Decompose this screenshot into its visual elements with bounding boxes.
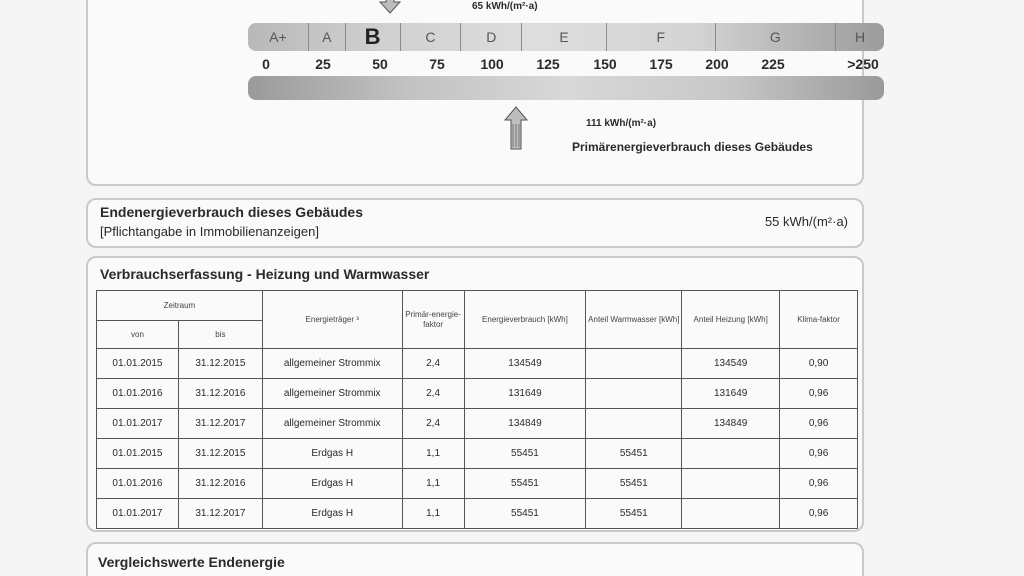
cell-von: 01.01.2017	[97, 499, 179, 529]
header-bis: bis	[178, 321, 262, 349]
tick-label: 225	[761, 56, 785, 72]
energy-gradient-bar	[248, 76, 884, 100]
header-klimafaktor: Klima-faktor	[780, 291, 858, 349]
header-anteil-warmwasser: Anteil Warmwasser [kWh]	[586, 291, 682, 349]
cell-klima: 0,90	[780, 349, 858, 379]
cell-von: 01.01.2016	[97, 469, 179, 499]
cell-warmwasser: 55451	[586, 499, 682, 529]
cell-verbrauch: 134849	[464, 409, 586, 439]
cell-bis: 31.12.2015	[178, 439, 262, 469]
cell-von: 01.01.2015	[97, 439, 179, 469]
cell-faktor: 1,1	[402, 469, 464, 499]
arrow-down-icon	[378, 0, 402, 14]
cell-warmwasser	[586, 409, 682, 439]
class-label: E	[521, 23, 606, 51]
cell-bis: 31.12.2016	[178, 469, 262, 499]
final-energy-title: Endenergieverbrauch dieses Gebäudes	[100, 204, 363, 220]
consumption-title: Verbrauchserfassung - Heizung und Warmwasser	[100, 266, 430, 282]
final-energy-subtitle: [Pflichtangabe in Immobilienanzeigen]	[100, 224, 319, 239]
table-row	[97, 499, 858, 529]
final-energy-value: 55 kWh/(m²·a)	[764, 214, 848, 229]
cell-warmwasser	[586, 379, 682, 409]
header-energieverbrauch: Energieverbrauch [kWh]	[464, 291, 586, 349]
cell-heizung	[682, 469, 780, 499]
cell-faktor: 2,4	[402, 349, 464, 379]
cell-verbrauch: 55451	[464, 469, 586, 499]
table-row	[97, 409, 858, 439]
energy-class-bar	[248, 23, 884, 51]
cell-traeger: allgemeiner Strommix	[262, 379, 402, 409]
cell-verbrauch: 55451	[464, 499, 586, 529]
table-row	[97, 349, 858, 379]
tick-label: 150	[593, 56, 617, 72]
cell-klima: 0,96	[780, 469, 858, 499]
cell-klima: 0,96	[780, 439, 858, 469]
class-label: H	[835, 23, 884, 51]
header-von: von	[97, 321, 179, 349]
tick-label: 25	[315, 56, 331, 72]
tick-label: 75	[429, 56, 445, 72]
tick-label: 50	[372, 56, 388, 72]
class-label: B	[345, 23, 400, 51]
tick-label: 200	[705, 56, 729, 72]
cell-traeger: Erdgas H	[262, 499, 402, 529]
cell-verbrauch: 134549	[464, 349, 586, 379]
class-label: F	[606, 23, 715, 51]
consumption-panel	[86, 256, 864, 532]
energy-scale-panel	[86, 0, 879, 186]
cell-warmwasser	[586, 349, 682, 379]
cell-heizung: 131649	[682, 379, 780, 409]
arrow-up-icon	[504, 106, 528, 150]
cell-von: 01.01.2017	[97, 409, 179, 439]
primary-energy-label: Primärenergieverbrauch dieses Gebäudes	[572, 140, 813, 154]
class-label: G	[715, 23, 836, 51]
scale-ticks	[248, 56, 888, 76]
header-zeitraum: Zeitraum	[97, 291, 263, 321]
tick-label: 175	[649, 56, 673, 72]
comparison-panel	[86, 542, 864, 576]
cell-faktor: 1,1	[402, 439, 464, 469]
tick-label: 0	[262, 56, 270, 72]
class-label: D	[460, 23, 521, 51]
cell-von: 01.01.2016	[97, 379, 179, 409]
cell-bis: 31.12.2015	[178, 349, 262, 379]
bottom-value-label: 111 kWh/(m²·a)	[586, 118, 657, 129]
cell-klima: 0,96	[780, 499, 858, 529]
cell-warmwasser: 55451	[586, 469, 682, 499]
cell-heizung	[682, 499, 780, 529]
tick-label: >250	[847, 56, 879, 72]
comparison-title: Vergleichswerte Endenergie	[98, 554, 285, 570]
cell-bis: 31.12.2017	[178, 499, 262, 529]
cell-traeger: allgemeiner Strommix	[262, 349, 402, 379]
cell-faktor: 2,4	[402, 379, 464, 409]
table-row	[97, 439, 858, 469]
cell-traeger: Erdgas H	[262, 469, 402, 499]
table-row	[97, 379, 858, 409]
cell-verbrauch: 55451	[464, 439, 586, 469]
cell-faktor: 1,1	[402, 499, 464, 529]
consumption-table	[96, 290, 858, 529]
cell-faktor: 2,4	[402, 409, 464, 439]
cell-bis: 31.12.2016	[178, 379, 262, 409]
cell-heizung	[682, 439, 780, 469]
final-energy-panel	[86, 198, 864, 248]
class-label: A+	[269, 29, 287, 45]
cell-heizung: 134849	[682, 409, 780, 439]
cell-warmwasser: 55451	[586, 439, 682, 469]
cell-von: 01.01.2015	[97, 349, 179, 379]
class-label: A	[308, 23, 345, 51]
cell-traeger: allgemeiner Strommix	[262, 409, 402, 439]
cell-klima: 0,96	[780, 409, 858, 439]
tick-label: 100	[480, 56, 504, 72]
cell-bis: 31.12.2017	[178, 409, 262, 439]
top-value-label: 65 kWh/(m²·a)	[472, 1, 538, 12]
cell-klima: 0,96	[780, 379, 858, 409]
cell-traeger: Erdgas H	[262, 439, 402, 469]
table-row	[97, 469, 858, 499]
header-anteil-heizung: Anteil Heizung [kWh]	[682, 291, 780, 349]
tick-label: 125	[536, 56, 560, 72]
header-energietraeger: Energieträger ³	[262, 291, 402, 349]
header-primaerfaktor: Primär-energie-faktor	[402, 291, 464, 349]
class-label: C	[400, 23, 461, 51]
cell-verbrauch: 131649	[464, 379, 586, 409]
cell-heizung: 134549	[682, 349, 780, 379]
